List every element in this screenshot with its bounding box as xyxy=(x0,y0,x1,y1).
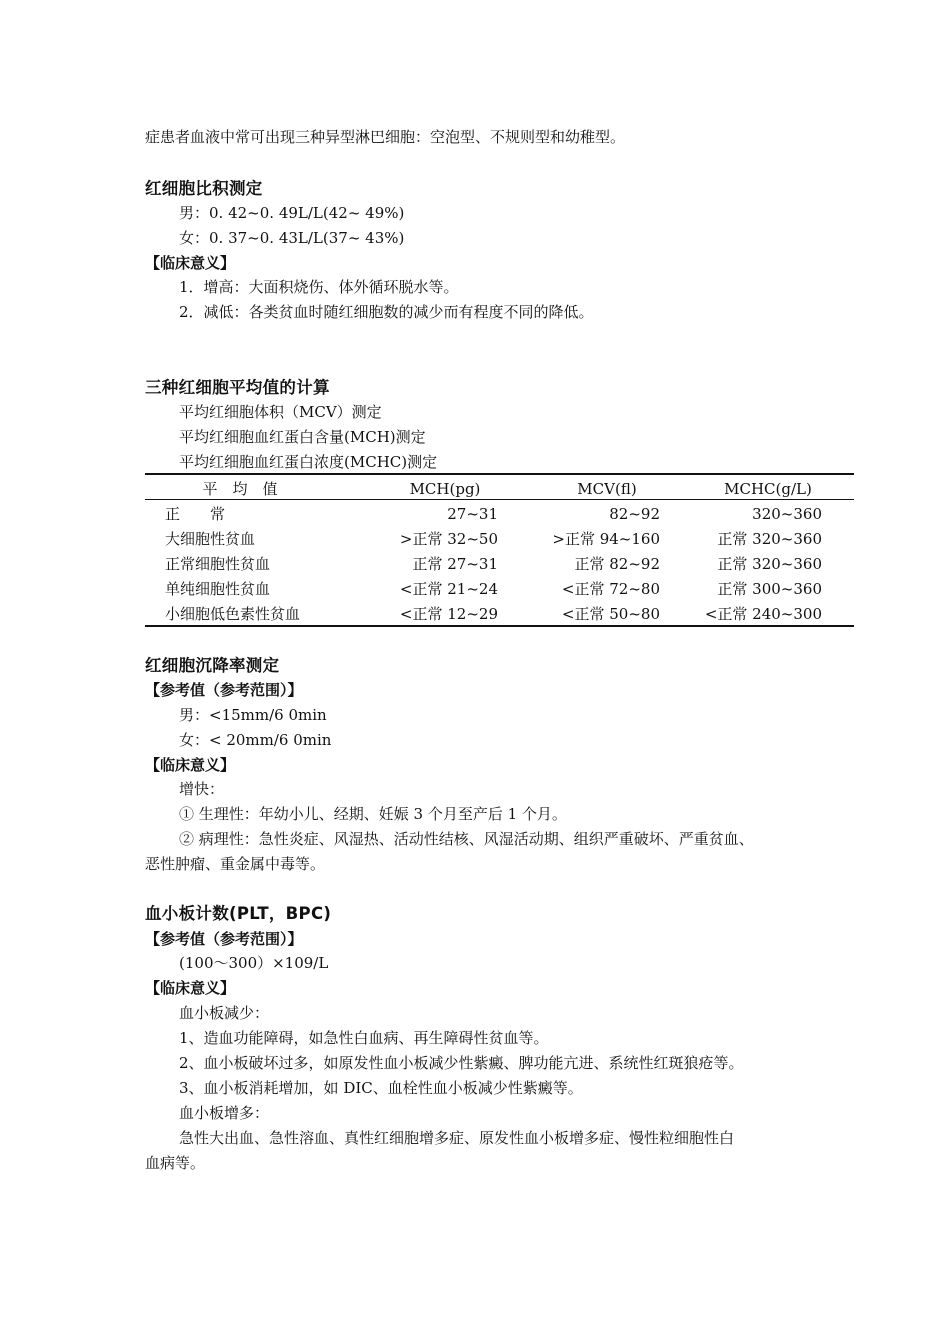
hct-male-reference: 男：0. 42~0. 49L/L(42~ 49%) xyxy=(179,204,405,222)
row-mch: 27~31 xyxy=(447,505,498,523)
esr-increase-heading: 增快： xyxy=(179,780,225,798)
row-mcv: 正常 82~92 xyxy=(574,555,660,573)
plt-increase-item: 急性大出血、急性溶血、真性红细胞增多症、原发性血小板增多症、慢性粒细胞性白 xyxy=(179,1129,735,1147)
indices-section-title: 三种红细胞平均值的计算 xyxy=(145,378,330,397)
row-label: 大细胞性贫血 xyxy=(165,530,256,548)
plt-section-title: 血小板计数(PLT，BPC) xyxy=(145,904,332,923)
row-mch: <正常 12~29 xyxy=(399,605,498,623)
row-mch: >正常 32~50 xyxy=(399,530,498,548)
hct-section-title: 红细胞比积测定 xyxy=(145,179,263,198)
row-label: 单纯细胞性贫血 xyxy=(165,580,271,598)
row-mch: <正常 21~24 xyxy=(399,580,498,598)
row-mchc: <正常 240~300 xyxy=(704,605,822,623)
plt-reference-value: (100～300）×109/L xyxy=(179,954,329,972)
header-cell-mchc: MCHC(g/L) xyxy=(724,480,812,498)
indices-line-mchc: 平均红细胞血红蛋白浓度(MCHC)测定 xyxy=(179,453,438,471)
row-mchc: 正常 320~360 xyxy=(717,530,822,548)
plt-increase-item-continued: 血病等。 xyxy=(145,1154,206,1172)
plt-decrease-heading: 血小板减少： xyxy=(179,1004,270,1022)
hct-clinical-label: 【临床意义】 xyxy=(145,254,236,272)
esr-pathological-continued: 恶性肿瘤、重金属中毒等。 xyxy=(145,855,326,873)
indices-line-mch: 平均红细胞血红蛋白含量(MCH)测定 xyxy=(179,428,426,446)
table-bottom-rule xyxy=(145,625,854,627)
plt-clinical-label: 【临床意义】 xyxy=(145,979,236,997)
row-mcv: 82~92 xyxy=(609,505,660,523)
table-header-rule xyxy=(145,499,854,500)
esr-male-reference: 男：<15mm/6 0min xyxy=(179,706,327,724)
row-mcv: <正常 50~80 xyxy=(561,605,660,623)
row-label: 正 常 xyxy=(165,505,226,523)
row-mcv: >正常 94~160 xyxy=(552,530,660,548)
hct-item-1: 1．增高：大面积烧伤、体外循环脱水等。 xyxy=(179,278,459,296)
plt-decrease-item-1: 1、造血功能障碍，如急性白血病、再生障碍性贫血等。 xyxy=(179,1029,549,1047)
esr-physiological: ① 生理性：年幼小儿、经期、妊娠 3 个月至产后 1 个月。 xyxy=(179,805,567,823)
plt-decrease-item-3: 3、血小板消耗增加，如 DIC、血栓性血小板减少性紫癜等。 xyxy=(179,1079,583,1097)
esr-pathological: ② 病理性：急性炎症、风湿热、活动性结核、风湿活动期、组织严重破坏、严重贫血、 xyxy=(179,830,754,848)
intro-paragraph: 症患者血液中常可出现三种异型淋巴细胞：空泡型、不规则型和幼稚型。 xyxy=(145,128,626,146)
table-top-rule xyxy=(145,473,854,475)
hct-female-reference: 女：0. 37~0. 43L/L(37~ 43%) xyxy=(179,229,405,247)
row-mcv: <正常 72~80 xyxy=(561,580,660,598)
row-mchc: 正常 300~360 xyxy=(717,580,822,598)
esr-female-reference: 女：< 20mm/6 0min xyxy=(179,731,332,749)
esr-reference-label: 【参考值（参考范围）】 xyxy=(145,681,303,699)
hct-item-2: 2．减低：各类贫血时随红细胞数的减少而有程度不同的降低。 xyxy=(179,303,594,321)
header-cell-label: 平 均 值 xyxy=(202,480,278,498)
plt-decrease-item-2: 2、血小板破坏过多，如原发性血小板减少性紫癜、脾功能亢进、系统性红斑狼疮等。 xyxy=(179,1054,744,1072)
row-label: 小细胞低色素性贫血 xyxy=(165,605,301,623)
indices-line-mcv: 平均红细胞体积（MCV）测定 xyxy=(179,403,382,421)
row-mchc: 320~360 xyxy=(752,505,822,523)
row-label: 正常细胞性贫血 xyxy=(165,555,271,573)
plt-increase-heading: 血小板增多： xyxy=(179,1104,270,1122)
row-mch: 正常 27~31 xyxy=(412,555,498,573)
row-mchc: 正常 320~360 xyxy=(717,555,822,573)
esr-section-title: 红细胞沉降率测定 xyxy=(145,656,280,675)
header-cell-mch: MCH(pg) xyxy=(409,480,481,498)
header-cell-mcv: MCV(fl) xyxy=(577,480,637,498)
esr-clinical-label: 【临床意义】 xyxy=(145,756,236,774)
plt-reference-label: 【参考值（参考范围）】 xyxy=(145,930,303,948)
